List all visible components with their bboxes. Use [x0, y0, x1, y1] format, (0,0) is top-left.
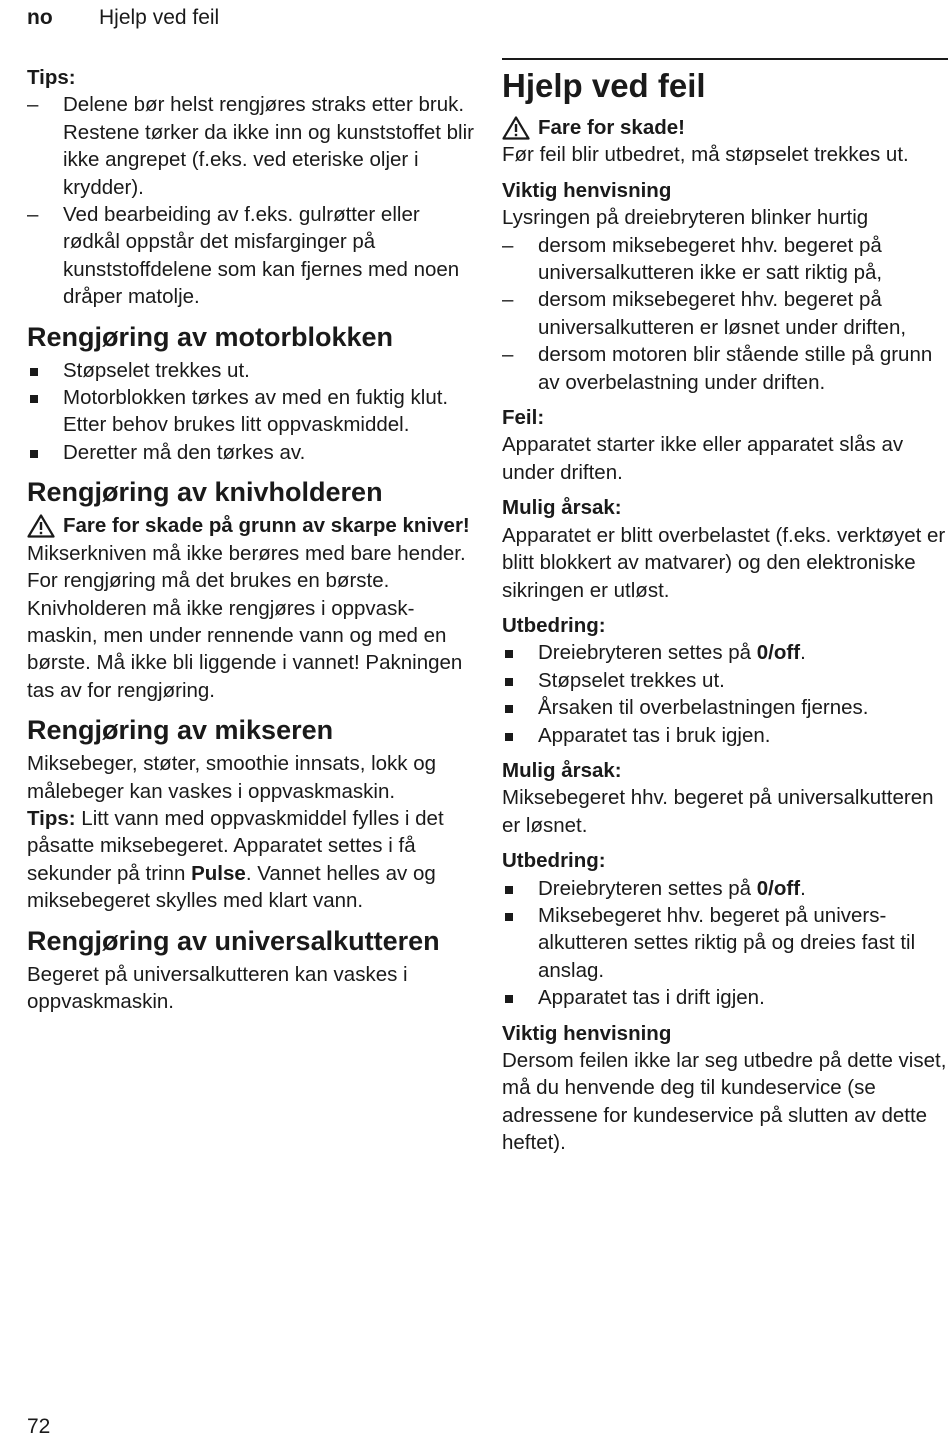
- list-item: [27, 357, 477, 384]
- page-number: 72: [27, 1415, 51, 1438]
- tips-label: Tips:: [27, 806, 76, 830]
- mixer-tips-paragraph: [27, 805, 477, 915]
- motor-steps: [27, 357, 477, 467]
- list-item-text: .: [800, 876, 806, 900]
- list-item: [502, 286, 948, 341]
- list-item: [27, 384, 477, 439]
- list-item: [27, 439, 477, 466]
- paragraph: Miksebegeret hhv. begeret på universalkutteren er løsnet.: [502, 786, 934, 837]
- list-item: [502, 984, 948, 1011]
- list-item: [502, 341, 948, 396]
- important-note-label: Viktig henvisning: [502, 178, 672, 202]
- remedy-label: Utbedring:: [502, 849, 606, 873]
- warning-text: Fare for skade på grunn av skarpe kniver!: [63, 514, 470, 538]
- list-item-text: .: [800, 641, 806, 665]
- list-item: [502, 902, 948, 984]
- header-title: Hjelp ved feil: [99, 6, 220, 29]
- list-item-text: Støpselet trekkes ut.: [63, 358, 250, 382]
- remedy-steps: [502, 875, 948, 1012]
- important-note-label: Viktig henvisning: [502, 1021, 672, 1045]
- danger-warning: [502, 114, 948, 141]
- language-code: no: [27, 6, 53, 29]
- section-heading-knife: Rengjøring av knivholderen: [27, 477, 383, 508]
- list-item-text: Deretter må den tørkes av.: [63, 440, 306, 464]
- remedy-steps: [502, 639, 948, 749]
- list-item-text: Dreiebryteren settes på: [538, 641, 757, 665]
- square-bullet-icon: [505, 995, 513, 1003]
- square-bullet-icon: [505, 733, 513, 741]
- list-item: [502, 722, 948, 749]
- warning-triangle-icon: [502, 116, 530, 140]
- paragraph-text: Litt vann med oppvaskmiddel fylles i det påsatte miksebegeret. Apparatet settes i få sekunder på trinn: [27, 806, 444, 885]
- paragraph-text: . Vannet helles av og miksebegeret skylles med klart vann.: [27, 861, 436, 913]
- knife-warning: [27, 512, 477, 539]
- square-bullet-icon: [505, 705, 513, 713]
- tips-label: Tips:: [27, 66, 76, 89]
- cause-label: Mulig årsak:: [502, 496, 622, 520]
- list-item-text: Apparatet tas i bruk igjen.: [538, 723, 771, 747]
- dash-marker: –: [502, 343, 514, 367]
- dash-marker: –: [27, 203, 39, 227]
- tips-list: [27, 91, 477, 310]
- paragraph: Knivholderen må ikke rengjøres i oppvaskmaskin, men under rennende vann og med en børste. Må ikke bli liggende i vannet! Pakningen tas av for rengjøring.: [27, 596, 463, 702]
- blink-conditions-list: [502, 232, 948, 396]
- list-item: [502, 667, 948, 694]
- right-column: [502, 64, 948, 1157]
- square-bullet-icon: [30, 368, 38, 376]
- cause-label: Mulig årsak:: [502, 758, 622, 782]
- list-item-text: Ved bearbeiding av f.eks. gulrøtter eller rødkål oppstår det misfarginger på kunststoffdelene som kan fjernes med noen dråper matolje.: [63, 203, 460, 309]
- dash-marker: –: [27, 93, 39, 117]
- section-heading-mixer: Rengjøring av mikseren: [27, 715, 334, 746]
- list-item: [502, 232, 948, 287]
- list-item: [502, 694, 948, 721]
- section-heading-universal-cutter: Rengjøring av universalkutteren: [27, 925, 440, 956]
- paragraph: Apparatet er blitt overbelastet (f.eks. verktøyet er blitt blokkert av matvarer) og den elektroniske sikringen er utløst.: [502, 523, 946, 602]
- list-item-text: Apparatet tas i drift igjen.: [538, 986, 765, 1010]
- paragraph: Mikserkniven må ikke berøres med bare hender. For rengjøring må det brukes en børste.: [27, 541, 466, 593]
- warning-text: Fare for skade!: [538, 116, 685, 139]
- square-bullet-icon: [30, 450, 38, 458]
- dash-marker: –: [502, 233, 514, 257]
- left-column: [27, 64, 477, 1015]
- square-bullet-icon: [505, 650, 513, 658]
- list-item-text: Støpselet trekkes ut.: [538, 668, 725, 692]
- list-item-text: Dreiebryteren settes på: [538, 876, 757, 900]
- square-bullet-icon: [505, 678, 513, 686]
- list-item: [502, 875, 948, 902]
- fault-label: Feil:: [502, 406, 545, 430]
- section-rule: [502, 58, 948, 60]
- list-item-text: Miksebegeret hhv. begeret på universalkutteren settes riktig på og dreies fast til anslag.: [538, 903, 916, 982]
- paragraph: Før feil blir utbedret, må støpselet trekkes ut.: [502, 143, 909, 167]
- list-item-text: Motorblokken tørkes av med en fuktig klut. Etter behov brukes litt oppvaskmiddel.: [63, 386, 449, 437]
- switch-setting: 0/off: [756, 641, 801, 665]
- page-header: [27, 6, 219, 30]
- square-bullet-icon: [30, 395, 38, 403]
- page-title: Hjelp ved feil: [502, 67, 706, 104]
- list-item: [27, 91, 477, 201]
- warning-triangle-icon: [27, 514, 55, 538]
- list-item-text: dersom miksebegeret hhv. begeret på universalkutteren er løsnet under driften,: [538, 288, 907, 339]
- list-item-text: dersom miksebegeret hhv. begeret på universalkutteren ikke er satt riktig på,: [538, 233, 883, 285]
- list-item-text: dersom motoren blir stående stille på grunn av overbelastning under driften.: [538, 343, 933, 394]
- list-item: [502, 639, 948, 666]
- switch-setting: 0/off: [756, 876, 801, 900]
- paragraph: Miksebeger, støter, smoothie innsats, lokk og målebeger kan vaskes i oppvaskmaskin.: [27, 752, 437, 803]
- paragraph: Lysringen på dreiebryteren blinker hurtig: [502, 206, 869, 230]
- dash-marker: –: [502, 288, 514, 312]
- section-heading-motor: Rengjøring av motorblokken: [27, 321, 394, 352]
- list-item-text: Delene bør helst rengjøres straks etter bruk. Restene tørker da ikke inn og kunststoffet blir ikke angrepet (f.eks. ved eteriske oljer i krydder).: [63, 93, 474, 199]
- paragraph: Apparatet starter ikke eller apparatet slås av under driften.: [502, 433, 904, 484]
- list-item-text: Årsaken til overbelastningen fjernes.: [538, 696, 869, 720]
- remedy-label: Utbedring:: [502, 613, 606, 637]
- pulse-setting: Pulse: [191, 861, 246, 885]
- square-bullet-icon: [505, 913, 513, 921]
- list-item: [27, 201, 477, 311]
- paragraph: Dersom feilen ikke lar seg utbedre på dette viset, må du henvende deg til kundeservice (se adressene for kundeservice på slutten av dette heftet).: [502, 1049, 947, 1155]
- paragraph: Begeret på universalkutteren kan vaskes i oppvaskmaskin.: [27, 962, 408, 1013]
- square-bullet-icon: [505, 886, 513, 894]
